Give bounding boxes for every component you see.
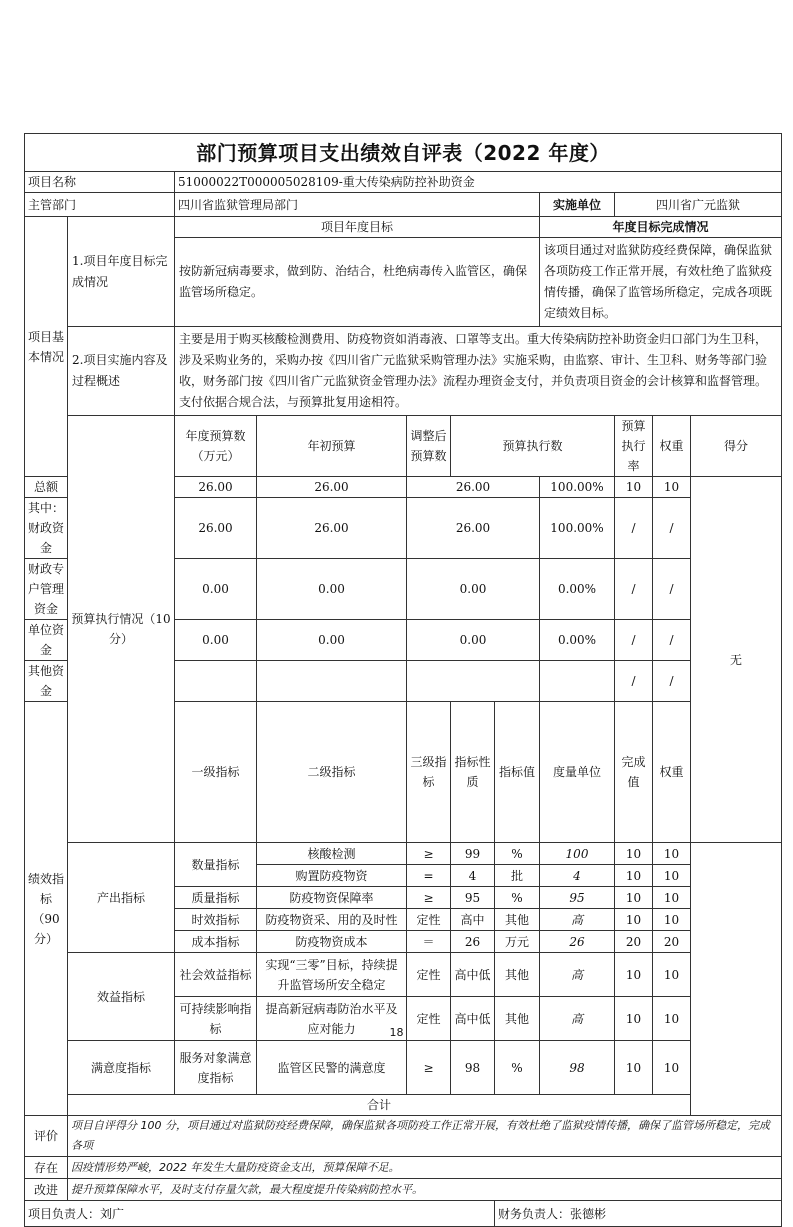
table-row bbox=[25, 953, 782, 997]
perf-header-l1: 一级指标 bbox=[175, 702, 257, 843]
perf-value: 高中低 bbox=[451, 997, 495, 1041]
perf-l2: 社会效益指标 bbox=[175, 953, 257, 997]
perf-unit: 批 bbox=[495, 865, 540, 887]
perf-done: 高 bbox=[540, 953, 615, 997]
perf-l3: 防疫物资保障率 bbox=[257, 887, 407, 909]
budget-rate: 0.00% bbox=[540, 620, 615, 661]
perf-done: 26 bbox=[540, 931, 615, 953]
perf-l2: 时效指标 bbox=[175, 909, 257, 931]
budget-rate: 0.00% bbox=[540, 559, 615, 620]
budget-adjusted: 26.00 bbox=[257, 477, 407, 498]
perf-l2: 可持续影响指标 bbox=[175, 997, 257, 1041]
eval-text: 项目自评得分 100 分，项目通过对监狱防疫经费保障，确保监狱各项防疫工作正常开展，有效杜绝了监狱疫情传播，确保了监管场所稳定，完成各项 bbox=[68, 1116, 782, 1157]
budget-adjusted: 0.00 bbox=[257, 559, 407, 620]
perf-reason bbox=[691, 843, 782, 1116]
self-evaluation-table bbox=[24, 133, 782, 1227]
perf-done: 高 bbox=[540, 997, 615, 1041]
perf-weight: 10 bbox=[615, 887, 653, 909]
perf-unit: % bbox=[495, 887, 540, 909]
perf-l3: 实现“三零”目标，持续提升监管场所安全稳定 bbox=[257, 953, 407, 997]
perf-l3: 核酸检测 bbox=[257, 843, 407, 865]
impl-unit-label: 实施单位 bbox=[540, 193, 615, 217]
perf-score: 10 bbox=[653, 997, 691, 1041]
implementation-text: 主要是用于购买核酸检测费用、防疫物资如消毒液、口罩等支出。重大传染病防控补助资金归口部门为生卫科，涉及采购业务的，采购办按《四川省广元监狱采购管理办法》实施采购，由监察、审计、生卫科、财务等部门验收，财务部门按《四川省广元监狱资金管理办法》流程办理资金支付，并负责项目资金的会计核算和监督管理。支付依据合规合法，与预算批复用途相符。 bbox=[175, 327, 782, 416]
perf-l2: 服务对象满意度指标 bbox=[175, 1041, 257, 1095]
budget-row-label: 财政专户管理资金 bbox=[25, 559, 68, 620]
budget-header-score: 得分 bbox=[691, 416, 782, 477]
perf-done: 高 bbox=[540, 909, 615, 931]
perf-l2: 质量指标 bbox=[175, 887, 257, 909]
perf-value: 高中 bbox=[451, 909, 495, 931]
perf-l1: 满意度指标 bbox=[68, 1041, 175, 1095]
budget-header-adjusted: 调整后预算数 bbox=[407, 416, 451, 477]
perf-unit: 万元 bbox=[495, 931, 540, 953]
perf-value: 99 bbox=[451, 843, 495, 865]
perf-unit: % bbox=[495, 1041, 540, 1095]
perf-header-unit: 度量单位 bbox=[540, 702, 615, 843]
budget-initial: 0.00 bbox=[175, 620, 257, 661]
perf-l3: 监管区民警的满意度 bbox=[257, 1041, 407, 1095]
budget-weight: / bbox=[615, 559, 653, 620]
perf-l3: 防疫物资成本 bbox=[257, 931, 407, 953]
perf-nature: 定性 bbox=[407, 909, 451, 931]
budget-weight: / bbox=[615, 498, 653, 559]
project-name-value: 51000022T000005028109-重大传染病防控补助资金 bbox=[175, 172, 782, 193]
goal-completion-text: 该项目通过对监狱防疫经费保障，确保监狱各项防疫工作正常开展，有效杜绝了监狱疫情传播，确保了监管场所稳定，完成各项既定绩效目标。 bbox=[540, 238, 782, 327]
perf-header-l2: 二级指标 bbox=[257, 702, 407, 843]
perf-score: 10 bbox=[653, 1041, 691, 1095]
perf-done: 100 bbox=[540, 843, 615, 865]
budget-weight: / bbox=[615, 661, 653, 702]
done-col-header: 年度目标完成情况 bbox=[540, 217, 782, 238]
perf-score: 10 bbox=[653, 909, 691, 931]
perf-header-l3: 三级指标 bbox=[407, 702, 451, 843]
perf-done: 98 bbox=[540, 1041, 615, 1095]
budget-executed: 26.00 bbox=[407, 498, 540, 559]
eval-label: 评价 bbox=[25, 1116, 68, 1157]
budget-header-weight: 权重 bbox=[653, 416, 691, 477]
budget-score: 10 bbox=[653, 477, 691, 498]
perf-weight: 10 bbox=[615, 865, 653, 887]
budget-adjusted: 0.00 bbox=[257, 620, 407, 661]
budget-score: / bbox=[653, 559, 691, 620]
perf-value: 95 bbox=[451, 887, 495, 909]
budget-adjusted bbox=[257, 661, 407, 702]
perf-value: 26 bbox=[451, 931, 495, 953]
budget-header-initial: 年初预算 bbox=[257, 416, 407, 477]
perf-nature: ≥ bbox=[407, 843, 451, 865]
perf-nature: ＝ bbox=[407, 931, 451, 953]
project-lead: 项目负责人：刘广 bbox=[25, 1201, 495, 1227]
budget-score: / bbox=[653, 498, 691, 559]
perf-weight: 10 bbox=[615, 843, 653, 865]
budget-header-executed: 预算执行数 bbox=[451, 416, 615, 477]
perf-nature: ≥ bbox=[407, 887, 451, 909]
total-label: 合计 bbox=[68, 1095, 691, 1116]
perf-l2: 数量指标 bbox=[175, 843, 257, 887]
perf-unit: 其他 bbox=[495, 953, 540, 997]
perf-weight: 10 bbox=[615, 1041, 653, 1095]
goal-col-header: 项目年度目标 bbox=[175, 217, 540, 238]
budget-rate: 100.00% bbox=[540, 498, 615, 559]
budget-initial: 0.00 bbox=[175, 559, 257, 620]
budget-executed: 0.00 bbox=[407, 559, 540, 620]
annual-goal-text: 按防新冠病毒要求，做到防、治结合，杜绝病毒传入监管区，确保监管场所稳定。 bbox=[175, 238, 540, 327]
project-name-label: 项目名称 bbox=[25, 172, 175, 193]
perf-unit: 其他 bbox=[495, 909, 540, 931]
perf-l1: 效益指标 bbox=[68, 953, 175, 1041]
budget-header-amount: 年度预算数（万元） bbox=[175, 416, 257, 477]
perf-weight: 10 bbox=[615, 909, 653, 931]
budget-weight: 10 bbox=[615, 477, 653, 498]
budget-header-rate: 预算执行率 bbox=[615, 416, 653, 477]
page-number: 18 bbox=[389, 1026, 404, 1039]
budget-score: / bbox=[653, 620, 691, 661]
budget-weight: / bbox=[615, 620, 653, 661]
perf-weight: 10 bbox=[615, 953, 653, 997]
perf-score: 20 bbox=[653, 931, 691, 953]
issue-text: 因疫情形势严峻，2022 年发生大量防疫资金支出，预算保障不足。 bbox=[68, 1157, 782, 1179]
perf-l1: 产出指标 bbox=[68, 843, 175, 953]
budget-rate bbox=[540, 661, 615, 702]
budget-executed bbox=[407, 661, 540, 702]
budget-initial: 26.00 bbox=[175, 477, 257, 498]
perf-weight: 20 bbox=[615, 931, 653, 953]
finance-lead: 财务负责人：张德彬 bbox=[495, 1201, 782, 1227]
performance-section-label: 绩效指标（90分） bbox=[25, 702, 68, 1116]
perf-l3: 购置防疫物资 bbox=[257, 865, 407, 887]
perf-unit: % bbox=[495, 843, 540, 865]
perf-nature: 定性 bbox=[407, 953, 451, 997]
perf-done: 95 bbox=[540, 887, 615, 909]
dept-value: 四川省监狱管理局部门 bbox=[175, 193, 540, 217]
perf-l2: 成本指标 bbox=[175, 931, 257, 953]
improve-label: 改进 bbox=[25, 1179, 68, 1201]
dept-label: 主管部门 bbox=[25, 193, 175, 217]
budget-row-label: 总额 bbox=[25, 477, 68, 498]
perf-value: 高中低 bbox=[451, 953, 495, 997]
perf-score: 10 bbox=[653, 953, 691, 997]
budget-row-label: 其中：财政资金 bbox=[25, 498, 68, 559]
basic-section-label: 项目基本情况 bbox=[25, 217, 68, 477]
perf-value: 98 bbox=[451, 1041, 495, 1095]
perf-unit: 其他 bbox=[495, 997, 540, 1041]
budget-executed: 0.00 bbox=[407, 620, 540, 661]
table-row bbox=[25, 843, 782, 865]
perf-weight: 10 bbox=[615, 997, 653, 1041]
budget-initial: 26.00 bbox=[175, 498, 257, 559]
perf-header-nature: 指标性质 bbox=[451, 702, 495, 843]
perf-header-weight: 权重 bbox=[653, 702, 691, 843]
perf-header-value: 指标值 bbox=[495, 702, 540, 843]
budget-rate: 100.00% bbox=[540, 477, 615, 498]
issue-label: 存在 bbox=[25, 1157, 68, 1179]
perf-score: 10 bbox=[653, 887, 691, 909]
perf-nature: ≥ bbox=[407, 1041, 451, 1095]
budget-section-label: 预算执行情况（10分） bbox=[68, 416, 175, 843]
budget-score: / bbox=[653, 661, 691, 702]
budget-initial bbox=[175, 661, 257, 702]
budget-row-label: 单位资金 bbox=[25, 620, 68, 661]
perf-l3: 提高新冠病毒防治水平及应对能力 bbox=[257, 997, 407, 1041]
improve-text: 提升预算保障水平，及时支付存量欠款，最大程度提升传染病防控水平。 bbox=[68, 1179, 782, 1201]
impl-unit-value: 四川省广元监狱 bbox=[615, 193, 782, 217]
page-title: 部门预算项目支出绩效自评表（2022 年度） bbox=[25, 134, 782, 172]
perf-header-done: 完成值 bbox=[615, 702, 653, 843]
perf-nature: 定性 bbox=[407, 997, 451, 1041]
perf-l3: 防疫物资采、用的及时性 bbox=[257, 909, 407, 931]
perf-value: 4 bbox=[451, 865, 495, 887]
budget-row-label: 其他资金 bbox=[25, 661, 68, 702]
implementation-label: 2.项目实施内容及过程概述 bbox=[68, 327, 175, 416]
goal-completion-label: 1.项目年度目标完成情况 bbox=[68, 217, 175, 327]
perf-score: 10 bbox=[653, 843, 691, 865]
budget-reason: 无 bbox=[691, 477, 782, 843]
budget-executed: 26.00 bbox=[407, 477, 540, 498]
table-row bbox=[25, 1041, 782, 1095]
perf-score: 10 bbox=[653, 865, 691, 887]
perf-done: 4 bbox=[540, 865, 615, 887]
perf-nature: = bbox=[407, 865, 451, 887]
budget-adjusted: 26.00 bbox=[257, 498, 407, 559]
